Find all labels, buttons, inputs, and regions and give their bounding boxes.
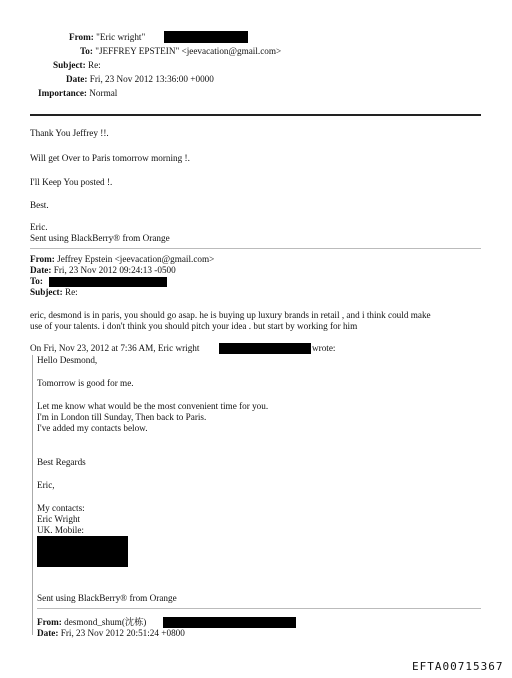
from-value: desmond_shum(沈栋) [64, 617, 147, 627]
date-value: Fri, 23 Nov 2012 13:36:00 +0000 [89, 74, 214, 84]
reply-divider [30, 248, 481, 249]
header-to [80, 46, 281, 57]
redaction-box [164, 31, 248, 43]
date-label: Date: [37, 628, 59, 638]
from-label: From: [37, 617, 62, 627]
quote-line: Best Regards [37, 457, 86, 467]
body1-line: Eric. [30, 222, 48, 232]
quote-bar [32, 355, 33, 635]
to-label: To: [30, 276, 43, 286]
header-divider [30, 114, 481, 116]
importance-value: Normal [89, 88, 118, 98]
reply1-to [30, 276, 43, 287]
date-value: Fri, 23 Nov 2012 09:24:13 -0500 [53, 265, 176, 275]
quote-intro-suffix [312, 343, 335, 354]
quote-divider [37, 608, 481, 609]
from-value: Jeffrey Epstein <jeevacation@gmail.com> [57, 254, 215, 264]
redaction-box [163, 617, 296, 628]
reply1-from [30, 254, 214, 265]
reply2-date [37, 628, 185, 639]
redaction-box [49, 277, 167, 287]
reply1-body-line: eric, desmond is in paris, you should go asap. he is buying up luxury brands in retail , and i think could make [30, 310, 431, 320]
redaction-box [37, 536, 128, 567]
body1-line: Will get Over to Paris tomorrow morning !. [30, 153, 190, 163]
quote-line: Eric, [37, 480, 55, 490]
date-label: Date: [66, 74, 88, 84]
body1-line: Sent using BlackBerry® from Orange [30, 233, 170, 243]
quote-line: I'm in London till Sunday, Then back to Paris. [37, 412, 207, 422]
from-label: From: [30, 254, 55, 264]
bates-number: EFTA00715367 [412, 660, 504, 673]
header-date [66, 74, 214, 85]
header-subject [53, 60, 101, 71]
to-label: To: [80, 46, 93, 56]
quote-line: Let me know what would be the most convenient time for you. [37, 401, 269, 411]
subject-label: Subject: [30, 287, 63, 297]
date-label: Date: [30, 265, 52, 275]
date-value: Fri, 23 Nov 2012 20:51:24 +0800 [60, 628, 185, 638]
to-value: "JEFFREY EPSTEIN" <jeevacation@gmail.com> [95, 46, 282, 56]
quote-line: I've added my contacts below. [37, 423, 148, 433]
redaction-box [219, 343, 311, 354]
reply1-date [30, 265, 176, 276]
quote-line: My contacts: [37, 503, 85, 513]
subject-value: Re: [87, 60, 101, 70]
quote-intro-suffix-text: wrote: [312, 343, 336, 353]
quote-intro-prefix: On Fri, Nov 23, 2012 at 7:36 AM, Eric wright [30, 343, 200, 353]
quote-line: Sent using BlackBerry® from Orange [37, 593, 177, 603]
subject-value: Re: [64, 287, 78, 297]
from-value: "Eric wright" [96, 32, 146, 42]
reply1-subject [30, 287, 78, 298]
quote-line: Tomorrow is good for me. [37, 378, 134, 388]
body1-line: Thank You Jeffrey !!. [30, 128, 109, 138]
reply2-from [37, 617, 146, 628]
quote-line: Eric Wright [37, 514, 81, 524]
from-label: From: [69, 32, 94, 42]
header-importance [38, 88, 117, 99]
quote-intro [30, 343, 199, 354]
body1-line: I'll Keep You posted !. [30, 177, 113, 187]
quote-line: Hello Desmond, [37, 355, 98, 365]
subject-label: Subject: [53, 60, 86, 70]
quote-line: UK. Mobile: [37, 525, 84, 535]
reply1-body-line: use of your talents. i don't think you should pitch your idea . but start by working for him [30, 321, 358, 331]
header-from [69, 32, 145, 43]
importance-label: Importance: [38, 88, 87, 98]
body1-line: Best. [30, 200, 49, 210]
